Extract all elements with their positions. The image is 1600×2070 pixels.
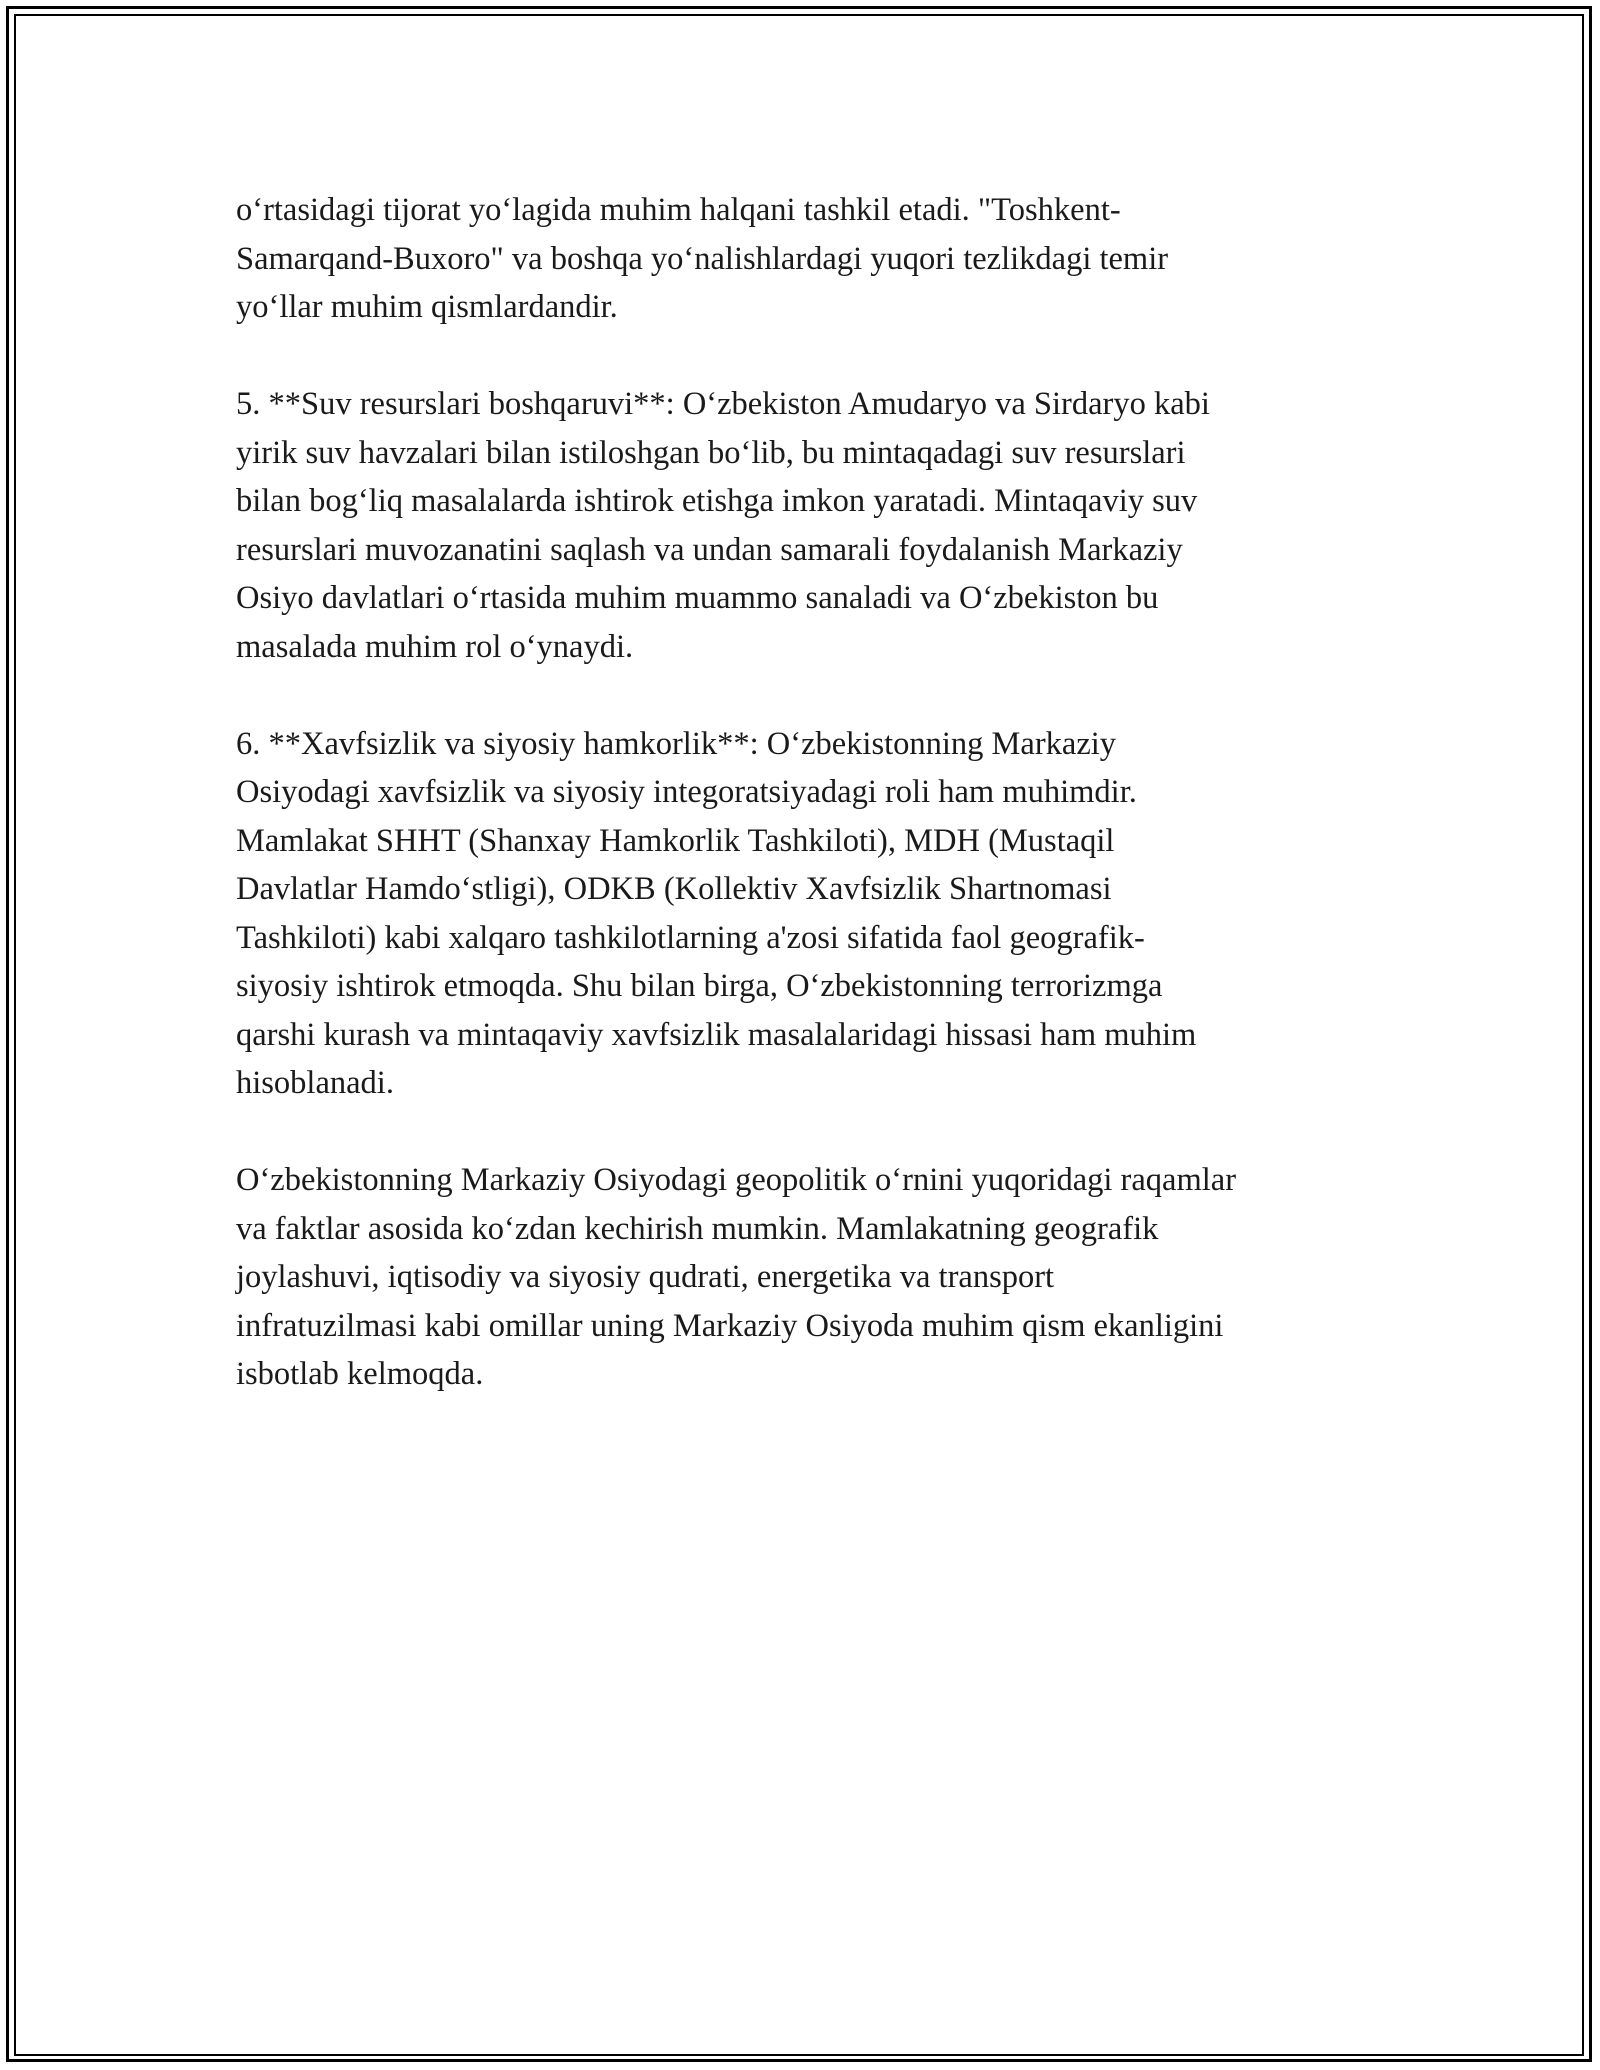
text-line: siyosiy ishtirok etmoqda. Shu bilan birga, Oʻzbekistonning terrorizmga [236, 968, 1163, 1004]
text-line: isbotlab kelmoqda. [236, 1356, 484, 1392]
text-line: joylashuvi, iqtisodiy va siyosiy qudrati, energetika va transport [236, 1259, 1055, 1295]
paragraph-conclusion [236, 1156, 1376, 1399]
text-line: infratuzilmasi kabi omillar uning Markaziy Osiyoda muhim qism ekanligini [236, 1307, 1224, 1344]
text-line: Oʻzbekistonning Markaziy Osiyodagi geopolitik oʻrnini yuqoridagi raqamlar [236, 1162, 1237, 1198]
text-line: oʻrtasidagi tijorat yoʻlagida muhim halqani tashkil etadi. "Toshkent- [236, 192, 1121, 228]
text-line: Mamlakat SHHT (Shanxay Hamkorlik Tashkiloti), MDH (Mustaqil [236, 822, 1115, 859]
paragraph-transport-continuation [236, 186, 1376, 332]
text-line: yirik suv havzalari bilan istiloshgan boʻlib, bu mintaqadagi suv resurslari [236, 434, 1186, 471]
text-line: Samarqand-Buxoro" va boshqa yoʻnalishlardagi yuqori tezlikdagi temir [236, 240, 1169, 277]
text-line: 6. **Xavfsizlik va siyosiy hamkorlik**: Oʻzbekistonning Markaziy [236, 725, 1117, 762]
text-line: Osiyo davlatlari oʻrtasida muhim muammo sanaladi va Oʻzbekiston bu [236, 580, 1159, 616]
text-line: Tashkiloti) kabi xalqaro tashkilotlarning a'zosi sifatida faol geografik- [236, 919, 1145, 956]
text-line: Osiyodagi xavfsizlik va siyosiy integoratsiyadagi roli ham muhimdir. [236, 774, 1137, 810]
text-line: bilan bogʻliq masalalarda ishtirok etishga imkon yaratadi. Mintaqaviy suv [236, 483, 1198, 519]
text-line: qarshi kurash va mintaqaviy xavfsizlik masalalaridagi hissasi ham muhim [236, 1016, 1197, 1053]
text-line: 5. **Suv resurslari boshqaruvi**: Oʻzbekiston Amudaryo va Sirdaryo kabi [236, 386, 1210, 422]
paragraph-security-cooperation [236, 720, 1376, 1108]
text-line: hisoblanadi. [236, 1065, 394, 1101]
text-line: masalada muhim rol oʻynaydi. [236, 628, 634, 665]
text-line: yoʻllar muhim qismlardandir. [236, 289, 618, 325]
text-line: resurslari muvozanatini saqlash va undan samarali foydalanish Markaziy [236, 531, 1183, 568]
text-line: Davlatlar Hamdoʻstligi), ODKB (Kollektiv Xavfsizlik Shartnomasi [236, 871, 1112, 907]
paragraph-water-resources [236, 380, 1376, 671]
document-body [236, 186, 1376, 1447]
text-line: va faktlar asosida koʻzdan kechirish mumkin. Mamlakatning geografik [236, 1210, 1159, 1247]
